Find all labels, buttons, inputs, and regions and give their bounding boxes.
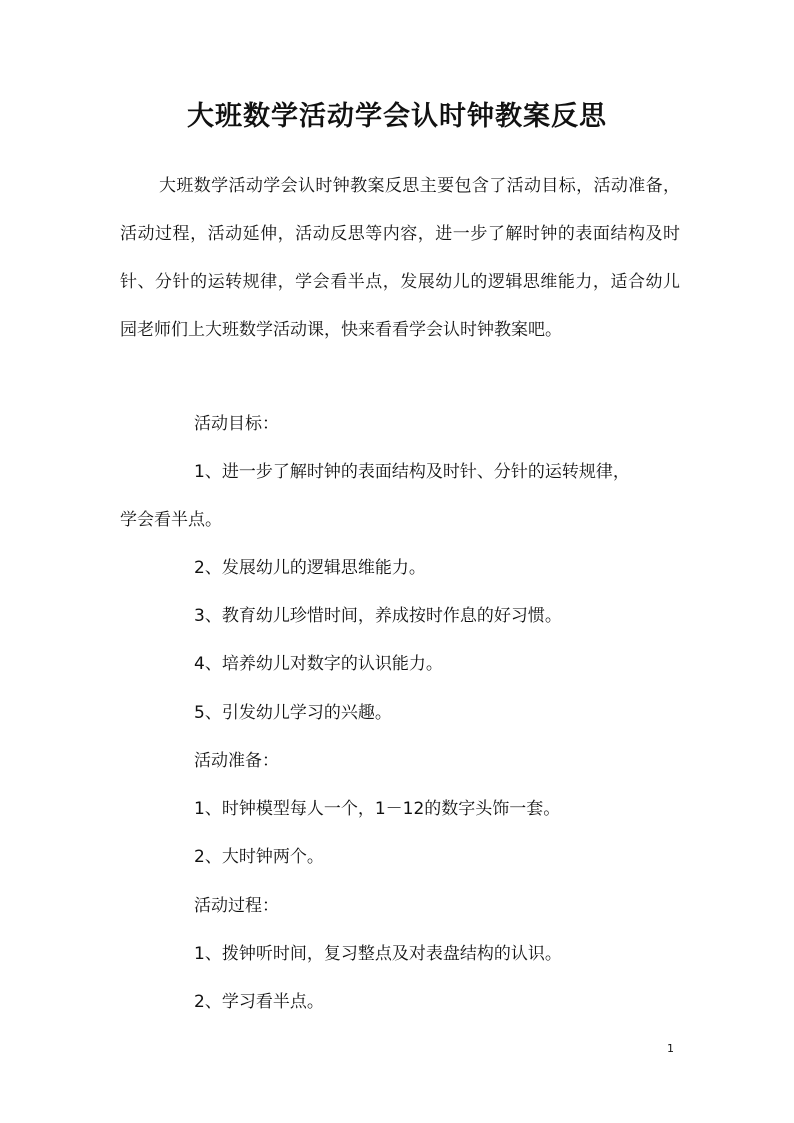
goal-item-5: 5、引发幼儿学习的兴趣。 xyxy=(194,703,392,723)
preparation-item-1: 1、时钟模型每人一个，1－12的数字头饰一套。 xyxy=(194,799,561,819)
process-heading: 活动过程： xyxy=(194,896,279,916)
intro-paragraph: 大班数学活动学会认时钟教案反思主要包含了活动目标，活动准备，活动过程，活动延伸，活动反思等内容，进一步了解时钟的表面结构及时针、分针的运转规律，学会看半点，发展幼儿的逻辑思维能力，适合幼儿园老师们上大班数学活动课，快来看看学会认时钟教案吧。 xyxy=(120,176,680,340)
preparation-heading: 活动准备： xyxy=(194,751,279,771)
page-number: 1 xyxy=(667,1042,674,1055)
goal-item-4: 4、培养幼儿对数字的认识能力。 xyxy=(194,654,443,674)
preparation-item-2: 2、大时钟两个。 xyxy=(194,847,324,867)
goals-heading: 活动目标： xyxy=(194,414,279,434)
process-item-2: 2、学习看半点。 xyxy=(194,992,324,1012)
goal-item-2: 2、发展幼儿的逻辑思维能力。 xyxy=(194,558,426,578)
goal-item-1-line-2: 学会看半点。 xyxy=(120,510,222,530)
document-title: 大班数学活动学会认时钟教案反思 xyxy=(187,101,607,132)
goal-item-1-line-1: 1、进一步了解时钟的表面结构及时针、分针的运转规律， xyxy=(194,462,630,482)
process-item-1: 1、拨钟听时间，复习整点及对表盘结构的认识。 xyxy=(194,944,562,964)
goal-item-3: 3、教育幼儿珍惜时间，养成按时作息的好习惯。 xyxy=(194,606,562,626)
